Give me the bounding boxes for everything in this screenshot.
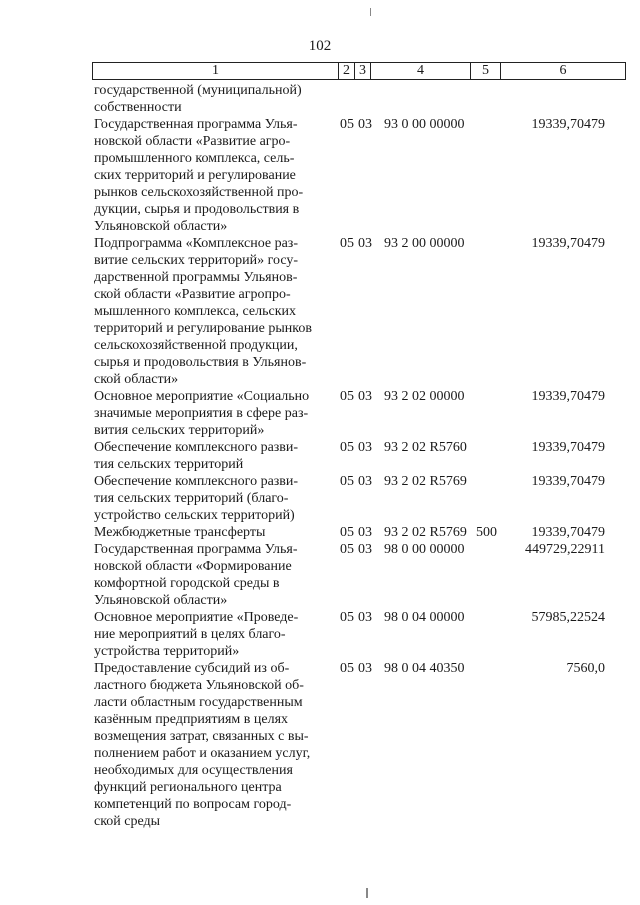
table-row xyxy=(0,473,640,524)
row-name xyxy=(94,388,334,439)
table-row xyxy=(0,116,640,235)
row-chapter: 05 xyxy=(340,474,354,489)
row-name-line: Ульяновской области» xyxy=(94,219,228,234)
row-name-line: тия сельских территорий (благо- xyxy=(94,491,289,506)
row-section: 03 xyxy=(358,236,372,251)
row-name-line: Ульяновской области» xyxy=(94,593,228,608)
row-amount: 19339,70479 xyxy=(531,440,605,455)
row-target-code: 93 2 02 R5769 xyxy=(384,525,467,540)
row-name-line: новской области «Формирование xyxy=(94,559,292,574)
row-name-line: Обеспечение комплексного разви- xyxy=(94,474,299,489)
row-name-line: Подпрограмма «Комплексное раз- xyxy=(94,236,298,251)
row-target-code: 93 2 00 00000 xyxy=(384,236,465,251)
row-name-line: ской области «Развитие агропро- xyxy=(94,287,291,302)
row-section: 03 xyxy=(358,440,372,455)
row-name-line: ской области» xyxy=(94,372,179,387)
page-number: 102 xyxy=(308,38,332,54)
header-col-4: 4 xyxy=(371,63,471,79)
row-name-line: устройство сельских территорий) xyxy=(94,508,295,523)
table-row xyxy=(0,524,640,541)
row-name-line: рынков сельскохозяйственной про- xyxy=(94,185,304,200)
row-name-line: казённым предприятиям в целях xyxy=(94,712,289,727)
row-name xyxy=(94,609,334,660)
row-chapter: 05 xyxy=(340,389,354,404)
row-name-line: Государственная программа Улья- xyxy=(94,117,298,132)
row-expense-type: 500 xyxy=(476,525,497,540)
row-amount: 57985,22524 xyxy=(531,610,605,625)
row-name-line: дарственной программы Ульянов- xyxy=(94,270,298,285)
header-col-3: 3 xyxy=(355,63,371,79)
row-amount: 19339,70479 xyxy=(531,474,605,489)
header-col-6: 6 xyxy=(559,63,567,78)
row-name xyxy=(94,116,334,235)
row-section: 03 xyxy=(358,542,372,557)
row-name-line: территорий и регулирование рынков xyxy=(94,321,312,336)
row-name-line: Предоставление субсидий из об- xyxy=(94,661,290,676)
table-row xyxy=(0,439,640,473)
row-name-line: сельскохозяйственной продукции, xyxy=(94,338,298,353)
scan-mark-bottom xyxy=(366,888,368,898)
row-target-code: 93 2 02 R5760 xyxy=(384,440,467,455)
row-target-code: 98 0 04 00000 xyxy=(384,610,465,625)
table-row xyxy=(0,660,640,830)
row-name-line: ласти областным государственным xyxy=(94,695,303,710)
row-section: 03 xyxy=(358,661,372,676)
row-name-line: Основное мероприятие «Проведе- xyxy=(94,610,299,625)
row-amount: 19339,70479 xyxy=(531,525,605,540)
row-name-line: сырья и продовольствия в Ульянов- xyxy=(94,355,307,370)
row-target-code: 93 0 00 00000 xyxy=(384,117,465,132)
row-name-line: полнением работ и оказанием услуг, xyxy=(94,746,311,761)
row-name-line: ластного бюджета Ульяновской об- xyxy=(94,678,304,693)
row-name-line: промышленного комплекса, сель- xyxy=(94,151,295,166)
row-name-line: необходимых для осуществления xyxy=(94,763,293,778)
row-name xyxy=(94,524,334,541)
row-name-line: ской среды xyxy=(94,814,161,829)
row-section: 03 xyxy=(358,117,372,132)
row-chapter: 05 xyxy=(340,440,354,455)
row-target-code: 93 2 02 00000 xyxy=(384,389,465,404)
scan-mark-top xyxy=(370,8,371,16)
table-header xyxy=(92,62,626,80)
table-row xyxy=(0,235,640,388)
header-col-5: 5 xyxy=(471,63,501,79)
row-chapter: 05 xyxy=(340,117,354,132)
row-section: 03 xyxy=(358,389,372,404)
row-name xyxy=(94,660,334,830)
row-name-line: вития сельских территорий» xyxy=(94,423,265,438)
row-name xyxy=(94,473,334,524)
row-name-line: собственности xyxy=(94,100,182,115)
row-amount: 449729,22911 xyxy=(525,542,605,557)
row-section: 03 xyxy=(358,474,372,489)
row-name-line: витие сельских территорий» госу- xyxy=(94,253,299,268)
row-target-code: 98 0 04 40350 xyxy=(384,661,465,676)
row-name-line: Межбюджетные трансферты xyxy=(94,525,266,540)
table-row xyxy=(0,82,640,116)
row-name-line: мышленного комплекса, сельских xyxy=(94,304,297,319)
row-name xyxy=(94,541,334,609)
table-row xyxy=(0,388,640,439)
row-section: 03 xyxy=(358,525,372,540)
row-name-line: новской области «Развитие агро- xyxy=(94,134,291,149)
row-name-line: ние мероприятий в целях благо- xyxy=(94,627,286,642)
row-chapter: 05 xyxy=(340,661,354,676)
row-name-line: ских территорий и регулирование xyxy=(94,168,296,183)
row-name xyxy=(94,439,334,473)
table-body xyxy=(0,82,640,830)
row-name-line: Государственная программа Улья- xyxy=(94,542,298,557)
row-chapter: 05 xyxy=(340,236,354,251)
row-name-line: государственной (муниципальной) xyxy=(94,83,302,98)
row-name-line: дукции, сырья и продовольствия в xyxy=(94,202,300,217)
row-target-code: 93 2 02 R5769 xyxy=(384,474,467,489)
row-amount: 19339,70479 xyxy=(531,389,605,404)
row-name-line: Обеспечение комплексного разви- xyxy=(94,440,299,455)
row-amount: 19339,70479 xyxy=(531,236,605,251)
row-chapter: 05 xyxy=(340,525,354,540)
row-amount: 7560,0 xyxy=(566,661,605,676)
row-name-line: значимые мероприятия в сфере раз- xyxy=(94,406,309,421)
row-name-line: функций регионального центра xyxy=(94,780,282,795)
row-target-code: 98 0 00 00000 xyxy=(384,542,465,557)
header-col-1: 1 xyxy=(93,63,339,79)
row-name-line: устройства территорий» xyxy=(94,644,240,659)
row-name-line: возмещения затрат, связанных с вы- xyxy=(94,729,309,744)
header-col-2: 2 xyxy=(339,63,355,79)
row-name xyxy=(94,82,334,116)
row-chapter: 05 xyxy=(340,542,354,557)
table-row xyxy=(0,541,640,609)
row-chapter: 05 xyxy=(340,610,354,625)
row-amount: 19339,70479 xyxy=(531,117,605,132)
row-name-line: компетенций по вопросам город- xyxy=(94,797,292,812)
row-name-line: Основное мероприятие «Социально xyxy=(94,389,310,404)
table-row xyxy=(0,609,640,660)
row-name xyxy=(94,235,334,388)
row-name-line: тия сельских территорий xyxy=(94,457,244,472)
row-name-line: комфортной городской среды в xyxy=(94,576,280,591)
row-section: 03 xyxy=(358,610,372,625)
